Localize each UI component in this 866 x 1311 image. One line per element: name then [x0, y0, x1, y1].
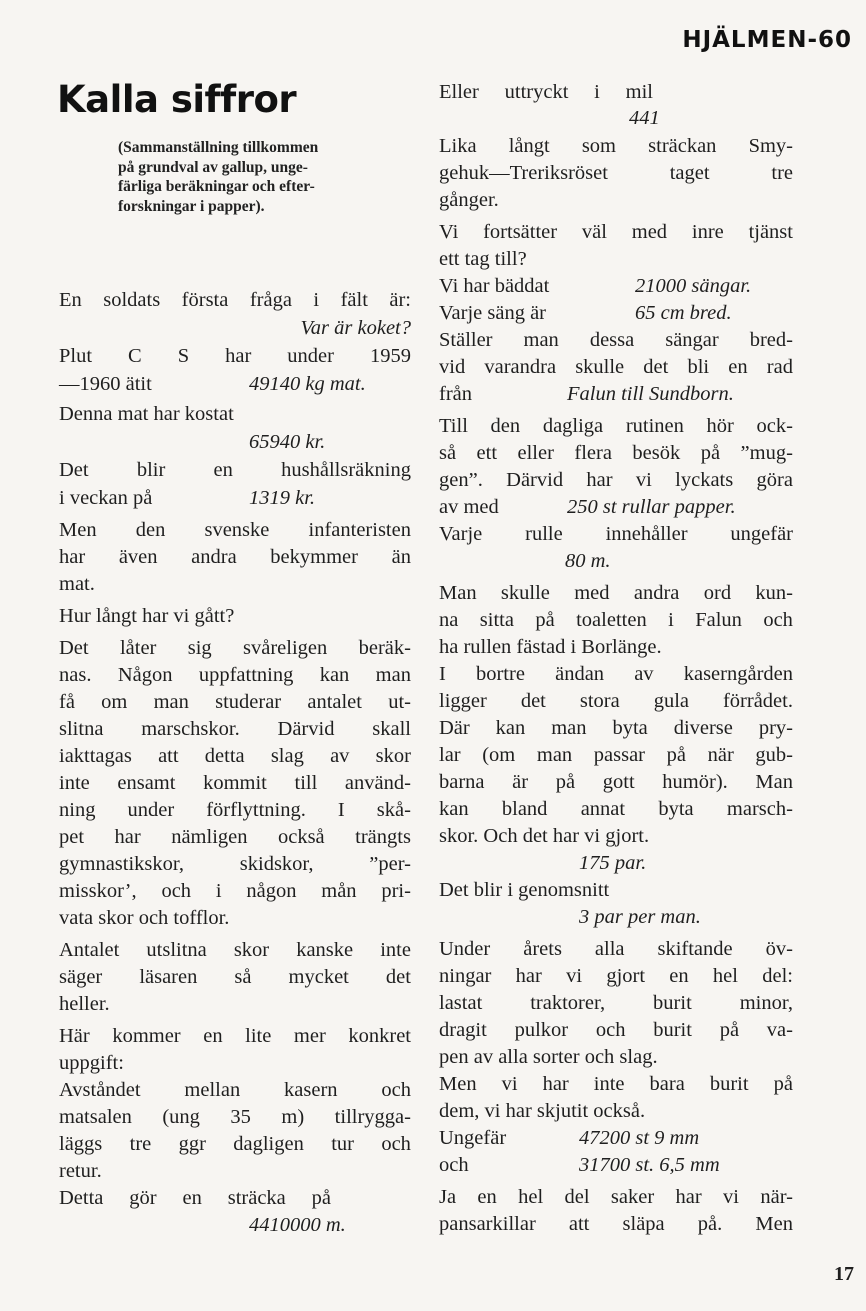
text-line: säger läsaren så mycket det	[59, 966, 411, 988]
text-line: Detta gör en sträcka på	[59, 1187, 331, 1209]
text-line: misskor’, och i någon mån pri-	[59, 880, 411, 902]
text-line: mat.	[59, 573, 95, 595]
text-line: skor. Och det har vi gjort.	[439, 825, 650, 847]
text-line: Ungefär	[439, 1127, 507, 1149]
text-line: Eller uttryckt i mil	[439, 81, 653, 103]
text-line: Där kan man byta diverse pry-	[439, 717, 793, 739]
text-line: barna är på gott humör). Man	[439, 771, 793, 793]
text-line: 65 cm bred.	[635, 302, 732, 324]
text-line: pansarkillar att släpa på. Men	[439, 1213, 793, 1235]
text-line: 441	[629, 107, 660, 129]
text-line: av med	[439, 496, 499, 518]
text-line: gymnastikskor, skidskor, ”per-	[59, 853, 411, 875]
text-line: 31700 st. 6,5 mm	[579, 1154, 720, 1176]
subtitle-line: (Sammanställning tillkommen	[118, 139, 319, 156]
text-line: Till den dagliga rutinen hör ock-	[439, 415, 793, 437]
text-line: så ett eller flera besök på ”mug-	[439, 442, 793, 464]
text-line: dragit pulkor och burit på va-	[439, 1019, 793, 1041]
text-line: Varje säng är	[439, 302, 547, 324]
text-line: slitna marschskor. Därvid skall	[59, 718, 411, 740]
text-line: gånger.	[439, 189, 499, 211]
text-line: Var är koket?	[300, 317, 411, 339]
text-line: Man skulle med andra ord kun-	[439, 582, 793, 604]
text-line: Lika långt som sträckan Smy-	[439, 135, 793, 157]
text-line: retur.	[59, 1160, 102, 1182]
article-subtitle	[118, 138, 410, 216]
text-line: Plut C S har under 1959	[59, 345, 411, 367]
text-line: och	[439, 1154, 469, 1176]
text-line: na sitta på toaletten i Falun och	[439, 609, 793, 631]
text-line: 3 par per man.	[579, 906, 701, 928]
text-line: 175 par.	[579, 852, 647, 874]
text-line: Antalet utslitna skor kanske inte	[59, 939, 411, 961]
text-line: matsalen (ung 35 m) tillrygga-	[59, 1106, 411, 1128]
text-line: 250 st rullar papper.	[567, 496, 736, 518]
text-line: läggs tre ggr dagligen tur och	[59, 1133, 411, 1155]
text-line: ett tag till?	[439, 248, 527, 270]
text-line: har även andra bekymmer än	[59, 546, 411, 568]
magazine-header: HJÄLMEN-60	[682, 27, 852, 53]
text-line: En soldats första fråga i fält är:	[59, 289, 411, 311]
text-line: inte ensamt kommit till använd-	[59, 772, 411, 794]
text-line: Falun till Sundborn.	[567, 383, 734, 405]
text-line: Hur långt har vi gått?	[59, 605, 235, 627]
text-line: Det blir i genomsnitt	[439, 879, 610, 901]
text-line: Ja en hel del saker har vi när-	[439, 1186, 793, 1208]
text-line: 47200 st 9 mm	[579, 1127, 700, 1149]
text-line: Under årets alla skiftande öv-	[439, 938, 793, 960]
text-line: gen”. Därvid har vi lyckats göra	[439, 469, 793, 491]
subtitle-line: forskningar i papper).	[118, 197, 265, 215]
text-line: 80 m.	[565, 550, 611, 572]
text-line: Det blir en hushållsräkning	[59, 459, 411, 481]
text-line: Här kommer en lite mer konkret	[59, 1025, 411, 1047]
text-line: 1319 kr.	[249, 487, 316, 509]
text-line: ligger det stora gula förrådet.	[439, 690, 793, 712]
text-line: lar (om man passar på när gub-	[439, 744, 793, 766]
subtitle-line: på grundval av gallup, unge-	[118, 158, 308, 176]
text-line: 65940 kr.	[249, 431, 326, 453]
text-line: 4410000 m.	[249, 1214, 346, 1236]
text-line: vata skor och tofflor.	[59, 907, 230, 929]
text-line: Vi fortsätter väl med inre tjänst	[439, 221, 793, 243]
text-line: 21000 sängar.	[635, 275, 752, 297]
text-line: Det låter sig svåreligen beräk-	[59, 637, 411, 659]
text-line: dem, vi har skjutit också.	[439, 1100, 646, 1122]
text-line: Denna mat har kostat	[59, 403, 234, 425]
text-line: Men den svenske infanteristen	[59, 519, 411, 541]
text-line: Varje rulle innehåller ungefär	[439, 523, 793, 545]
text-line: Vi har bäddat	[439, 275, 550, 297]
text-line: Ställer man dessa sängar bred-	[439, 329, 793, 351]
text-line: pen av alla sorter och slag.	[439, 1046, 658, 1068]
text-line: nas. Någon uppfattning kan man	[59, 664, 411, 686]
text-line: 49140 kg mat.	[249, 373, 366, 395]
text-line: pet har nämligen också trängts	[59, 826, 411, 848]
text-line: få om man studerar antalet ut-	[59, 691, 411, 713]
text-line: gehuk—Treriksröset taget tre	[439, 162, 793, 184]
text-line: heller.	[59, 993, 110, 1015]
text-line: vid varandra skulle det bli en rad	[439, 356, 793, 378]
text-line: ha rullen fästad i Borlänge.	[439, 636, 662, 658]
text-line: iakttagas att detta slag av skor	[59, 745, 411, 767]
text-line: i veckan på	[59, 487, 153, 509]
article-title: Kalla siffror	[57, 78, 297, 121]
text-line: —1960 ätit	[59, 373, 152, 395]
text-line: kan bland annat byta marsch-	[439, 798, 793, 820]
text-line: Avståndet mellan kasern och	[59, 1079, 411, 1101]
text-line: I bortre ändan av kaserngården	[439, 663, 793, 685]
text-line: från	[439, 383, 473, 405]
text-line: Men vi har inte bara burit på	[439, 1073, 793, 1095]
page-number: 17	[834, 1263, 854, 1285]
text-line: lastat traktorer, burit minor,	[439, 992, 793, 1014]
text-line: uppgift:	[59, 1052, 124, 1074]
text-line: ningar har vi gjort en hel del:	[439, 965, 793, 987]
text-line: ning under förflyttning. I skå-	[59, 799, 411, 821]
subtitle-line: färliga beräkningar och efter-	[118, 178, 315, 195]
